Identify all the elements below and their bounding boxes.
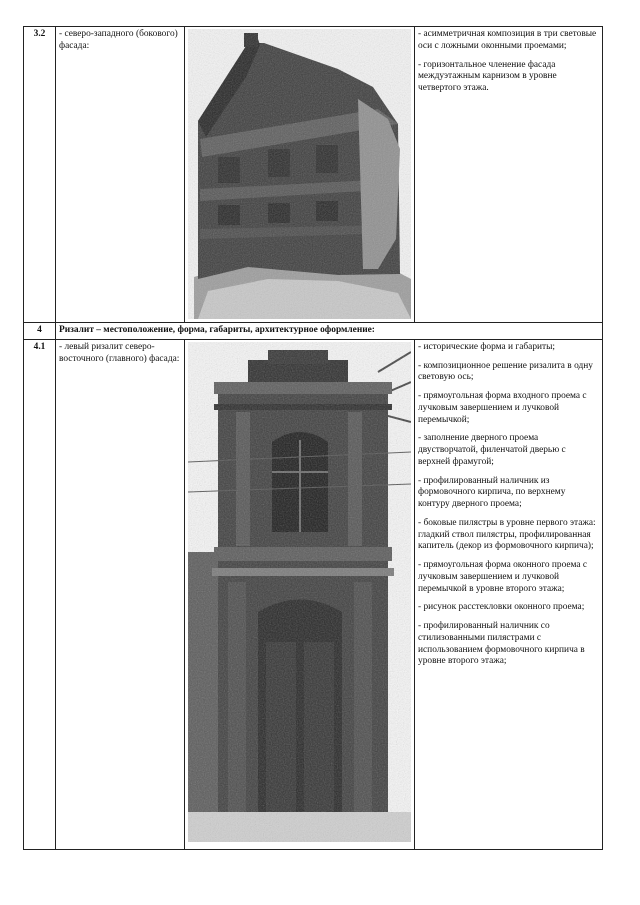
feature-item: - композиционное решение ризалита в одну световую ось; xyxy=(418,360,593,383)
feature-item: - исторические форма и габариты; xyxy=(418,341,556,352)
feature-item: - профилированный наличник из формовочного кирпича, по верхнему контуру дверного проема; xyxy=(418,475,566,509)
risalit-main-facade-photo xyxy=(188,342,411,842)
feature-item: - асимметричная композиция в три световые оси с ложными оконными проемами; xyxy=(418,29,597,51)
feature-item: - прямоугольная форма входного проема с лучковым завершением и лучковой перемычкой; xyxy=(418,391,587,425)
table-row xyxy=(24,339,603,849)
feature-item: - прямоугольная форма оконного проема с лучковым завершением и лучковой перемычкой в уровне второго этажа; xyxy=(418,560,588,594)
photo-cell xyxy=(185,339,415,849)
row-description: - левый ризалит северо-восточного (главного) фасада: xyxy=(56,339,185,849)
features-cell xyxy=(415,27,603,323)
protected-features-table xyxy=(23,26,603,850)
feature-item: - рисунок расстекловки оконного проема; xyxy=(418,602,585,613)
row-number: 3.2 xyxy=(24,27,56,323)
feature-item: - горизонтальное членение фасада междуэтажным карнизом в уровне четвертого этажа. xyxy=(418,59,557,93)
row-description: - северо-западного (бокового) фасада: xyxy=(56,27,185,323)
feature-item: - заполнение дверного проема двустворчатой, филенчатой дверью с верхней фрамугой; xyxy=(418,433,566,467)
section-title: Ризалит – местоположение, форма, габариты, архитектурное оформление: xyxy=(56,323,603,340)
row-number: 4.1 xyxy=(24,339,56,849)
section-header-row xyxy=(24,323,603,340)
table-row xyxy=(24,27,603,323)
feature-item: - профилированный наличник со стилизованными пилястрами с использованием формовочного кирпича в уровне второго этажа; xyxy=(418,621,585,667)
building-side-facade-photo xyxy=(188,29,411,319)
feature-item: - боковые пилястры в уровне первого этажа: гладкий ствол пилястры, профилированная капитель (декор из формовочного кирпича); xyxy=(418,517,596,552)
photo-cell xyxy=(185,27,415,323)
section-number: 4 xyxy=(24,323,56,340)
features-cell xyxy=(415,339,603,849)
